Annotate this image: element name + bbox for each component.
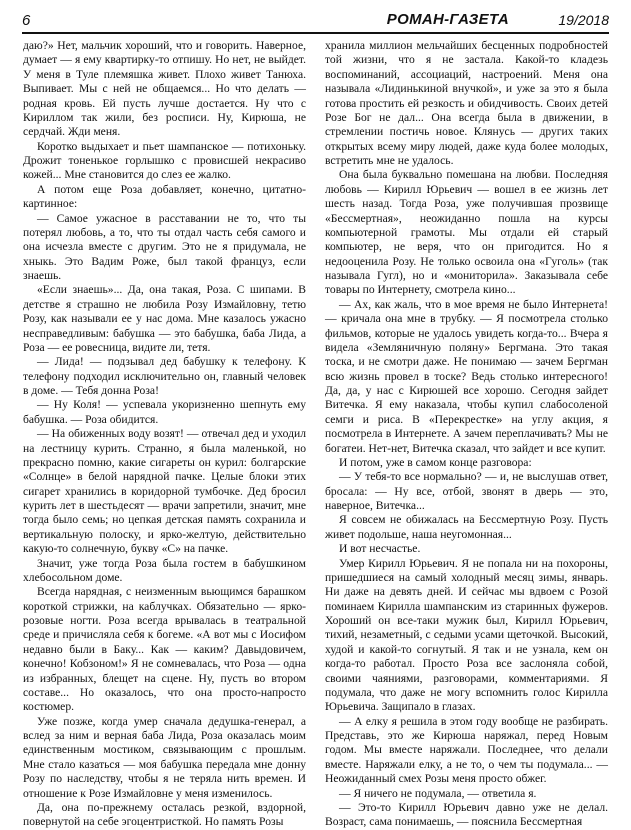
paragraph: Да, она по-прежнему осталась резкой, вздорной, повернутой на себе эгоцентристкой. Но память Розы — [23, 800, 306, 829]
page-number: 6 — [22, 12, 31, 29]
right-column — [325, 39, 608, 829]
paragraph: «Если знаешь»... Да, она такая, Роза. С шипами. В детстве я страшно не любила Розу Измайловну, тетю Розу, как называли ее у нас дома. Мне казалось ужасно несправедливым: бабушка — это бабушка, баба Лида, а Роза — ее ровесница, видите ли, тетя. — [23, 283, 306, 354]
issue-number: 19/2018 — [558, 12, 609, 28]
paragraph: — Самое ужасное в расставании не то, что ты потерял любовь, а то, что ты отдал часть себя самого и она исчезла вместе с другим. Это не я придумала, не хныкь. Это Вадим Роже, был такой француз, если знаешь. — [23, 211, 306, 282]
paragraph: Всегда нарядная, с неизменным вьющимся барашком короткой стрижки, на каблучках. Обязательно — ярко-розовые ногти. Роза всегда врывалась в театральной среде и причисляла себя к богеме. «А вот мы с Иосифом недавно были в Баку... Как — каким? Давыдовичем, конечно! Кобзоном!» Я не сомневалась, что Роза — одна из избранных, блещет на сцене. Ну, пусть во втором составе... Но оказалось, что она просто-напросто костюмер. — [23, 585, 306, 714]
paragraph: Я совсем не обижалась на Бессмертную Розу. Пусть живет подольше, наша неугомонная... — [325, 513, 608, 541]
paragraph: А потом еще Роза добавляет, конечно, цитатно-картинное: — [23, 182, 306, 211]
paragraph: Коротко выдыхает и пьет шампанское — потихоньку. Дрожит тоненькое горлышко с провисшей некрасиво кожей... Мне становится до слез ее жалко. — [23, 139, 306, 182]
paragraph: — На обиженных воду возят! — отвечал дед и уходил на лестницу курить. Странно, я была маленькой, но прекрасно помню, какие сигареты он курил: болгарские «Солнце» в белой нарядной пачке. Целые блоки этих сигарет хранились в коридорной тумбочке. Дед бросил курить лет в шестьдесят — врачи запретили, значит, мне тогда было семь; но цепкая детская память сохранила и вертикальную полоску, и ярко-желтую, действительно какую-то солнечную, букву «С» на пачке. — [23, 427, 306, 556]
paragraph: — Ах, как жаль, что в мое время не было Интернета! — кричала она мне в трубку. — Я посмотрела столько фильмов, которые не удалось увидеть когда-то... Вчера я видела «Земляничную поляну» Бергмана. Это такая тоска, и не смотри даже. Не понимаю — зачем Бергман всю жизнь провел в тоске? Ведь столько интересного! Да, да, у нас с Кирюшей все хорошо. Сегодня зайдет Витечка. Я ему наказала, чтобы купил слабосоленой семги и риса. В «Перекрестке» на углу акция, я посмотрела в Интернете. А зачем переплачивать? Мы не богатеи. Нет-нет, Витечка сказал, что зайдет и все купит. — [325, 297, 608, 455]
paragraph: — Лида! — подзывал дед бабушку к телефону. К телефону подходил исключительно он, главный человек в доме. — Тебя донна Роза! — [23, 355, 306, 397]
paragraph: — Ну Коля! — успевала укоризненно шепнуть ему бабушка. — Роза обидится. — [23, 398, 306, 426]
paragraph: Умер Кирилл Юрьевич. Я не попала ни на похороны, пришедшиеся на самый холодный месяц зимы, январь. Ни даже на девять дней. И сейчас мы вдвоем с Розой поминаем Кирилла шампанским из старинных фужеров. Хороший он все-таки мужик был, Кирилл Юрьевич, тихий, незаметный, с седыми усами щеточкой. Высокий, худой и какой-то согнутый. Я так и не узнала, кем он когда-то работал. Просто Роза все заслоняла собой, своими чаяниями, разговорами, комментариями. Я подумала, что даже не могу вспомнить голос Кирилла Юрьевича. Защипало в глазах. — [325, 556, 608, 714]
paragraph: Она была буквально помешана на любви. Последняя любовь — Кирилл Юрьевич — вошел в ее жизнь лет шесть назад. Тогда Роза, уже получившая прозвище «Бессмертная», неожиданно пошла на курсы компьютерной грамоты. Мы отдали ей старый компьютер, не веря, что он пригодится. Но я недооценила Розу. Не только освоила она «Гуголь» (так называла Гугл), но и «мониторила». Заказывала себе товары по Интернету, смотрела кино... — [325, 168, 608, 297]
paragraph: — Я ничего не подумала, — ответила я. — [339, 786, 537, 800]
paragraph: хранила миллион мельчайших бесценных подробностей той жизни, что я не застала. Какой-то кладезь воспоминаний, ассоциаций, настроений. Меня она называла «Лидинькиной внучкой», и уже за это я была готова простить ей резкость и обидчивость. Своих детей Розе Бог не дал... Она всегда была в движении, в стремлении постичь новое. Клянусь — других таких открытых всему миру людей, даже куда более молодых, встретить мне не удалось. — [325, 39, 608, 167]
paragraph: — У тебя-то все нормально? — и, не выслушав ответ, бросала: — Ну все, отбой, звонят в дверь — это, наверное, Витечка... — [325, 470, 608, 512]
left-column — [23, 39, 306, 829]
paragraph: Уже позже, когда умер сначала дедушка-генерал, а вслед за ним и верная баба Лида, Роза оказалась моим единственным мостиком, связывающим с прошлым. Мне стало казаться — моя бабушка передала мне донну Розу по наследству, чтобы я не теряла нить времен. И отношение к Розе Измайловне у меня изменилось. — [23, 714, 306, 800]
publication-title: РОМАН-ГАЗЕТА — [386, 11, 509, 28]
paragraph: — А елку я решила в этом году вообще не разбирать. Представь, это же Кирюша наряжал, перед Новым годом. Мы вместе наряжали. Последнее, что делали вместе. Наряжали елку, а не то, о чем ты подумала... — Неожиданный смех Розы меня просто обжег. — [325, 714, 608, 786]
page-header — [22, 8, 609, 34]
paragraph: И вот несчастье. — [339, 542, 421, 556]
paragraph: И потом, уже в самом конце разговора: — [339, 455, 532, 469]
paragraph: — Это-то Кирилл Юрьевич давно уже не делал. Возраст, сама понимаешь, — пояснила Бессмертная — [325, 800, 608, 829]
paragraph: даю?» Нет, мальчик хороший, что и говорить. Наверное, думает — я ему квартирку-то отпишу. Но нет, не выйдет. У меня в Туле племяшка живет. Плохо живет Танюха. Выпивает. Мы с ней не общаемся... Но что делать — родная кровь. Ей пусть лучше достается. Ну что с Кириллом так жили, без росписи. Ну, Кирюша, не сердчай. Жди меня. — [23, 39, 306, 139]
paragraph: Значит, уже тогда Роза была гостем в бабушкином хлебосольном доме. — [23, 556, 306, 584]
